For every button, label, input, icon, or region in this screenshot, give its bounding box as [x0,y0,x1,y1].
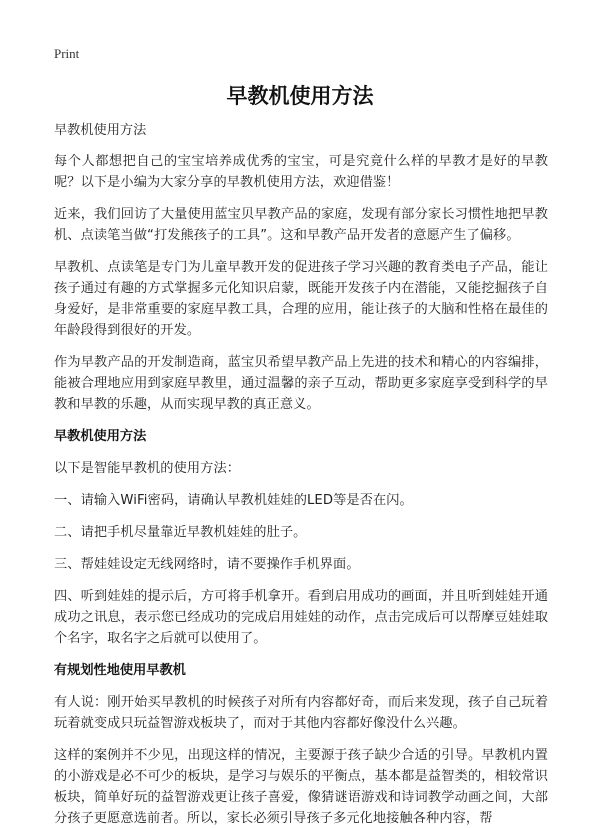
article-body [54,120,548,828]
step-1: 一、请输入WiFi密码，请确认早教机娃娃的LED等是否在闪。 [54,493,413,508]
section-heading-usage: 早教机使用方法 [54,429,147,444]
page-title: 早教机使用方法 [226,84,374,108]
step-3: 三、帮娃娃设定无线网络时，请不要操作手机界面。 [54,557,360,572]
step-4: 四、听到娃娃的提示后，方可将手机拿开。看到启用成功的画面，并且听到娃娃开通成功之讯息，表示您已经成功的完成启用娃娃的动作，点击完成后可以帮摩豆娃娃取个名字，取名字之后就可以使用了。 [54,589,548,646]
print-link[interactable]: Print [54,46,80,61]
intro-paragraph: 每个人都想把自己的宝宝培养成优秀的宝宝，可是究竟什么样的早教才是好的早教呢？以下是小编为大家分享的早教机使用方法，欢迎借鉴！ [54,154,548,190]
step-2: 二、请把手机尽量靠近早教机娃娃的肚子。 [54,525,307,540]
paragraph-4: 有人说：刚开始买早教机的时候孩子对所有内容都好奇，而后来发现，孩子自己玩着玩着就变成只玩益智游戏板块了，而对于其他内容都好像没什么兴趣。 [54,695,548,731]
paragraph-5: 这样的案例并不少见，出现这样的情况，主要源于孩子缺少合适的引导。早教机内置的小游戏是必不可少的板块，是学习与娱乐的平衡点，基本都是益智类的，相较常识板块，简单好玩的益智游戏更让孩子喜爱，像猜谜语游戏和诗词教学动画之间，大部分孩子更愿意选前者。所以，家长必须引导孩子多元化地接触各种内容，帮 [54,748,548,826]
section-heading-planning: 有规划性地使用早教机 [54,663,186,678]
article-subtitle: 早教机使用方法 [54,123,147,138]
paragraph-1: 近来，我们回访了大量使用蓝宝贝早教产品的家庭，发现有部分家长习惯性地把早教机、点读笔当做“打发熊孩子的工具”。这和早教产品开发者的意愿产生了偏移。 [54,207,548,243]
paragraph-3: 作为早教产品的开发制造商，蓝宝贝希望早教产品上先进的技术和精心的内容编排，能被合理地应用到家庭早教里，通过温馨的亲子互动，帮助更多家庭享受到科学的早教和早教的乐趣，从而实现早教的真正意义。 [54,355,548,412]
paragraph-2: 早教机、点读笔是专门为儿童早教开发的促进孩子学习兴趣的教育类电子产品，能让孩子通过有趣的方式掌握多元化知识启蒙，既能开发孩子内在潜能，又能挖掘孩子自身爱好，是非常重要的家庭早教工具，合理的应用，能让孩子的大脑和性格在最佳的年龄段得到很好的开发。 [54,260,548,338]
usage-intro: 以下是智能早教机的使用方法： [54,461,241,476]
